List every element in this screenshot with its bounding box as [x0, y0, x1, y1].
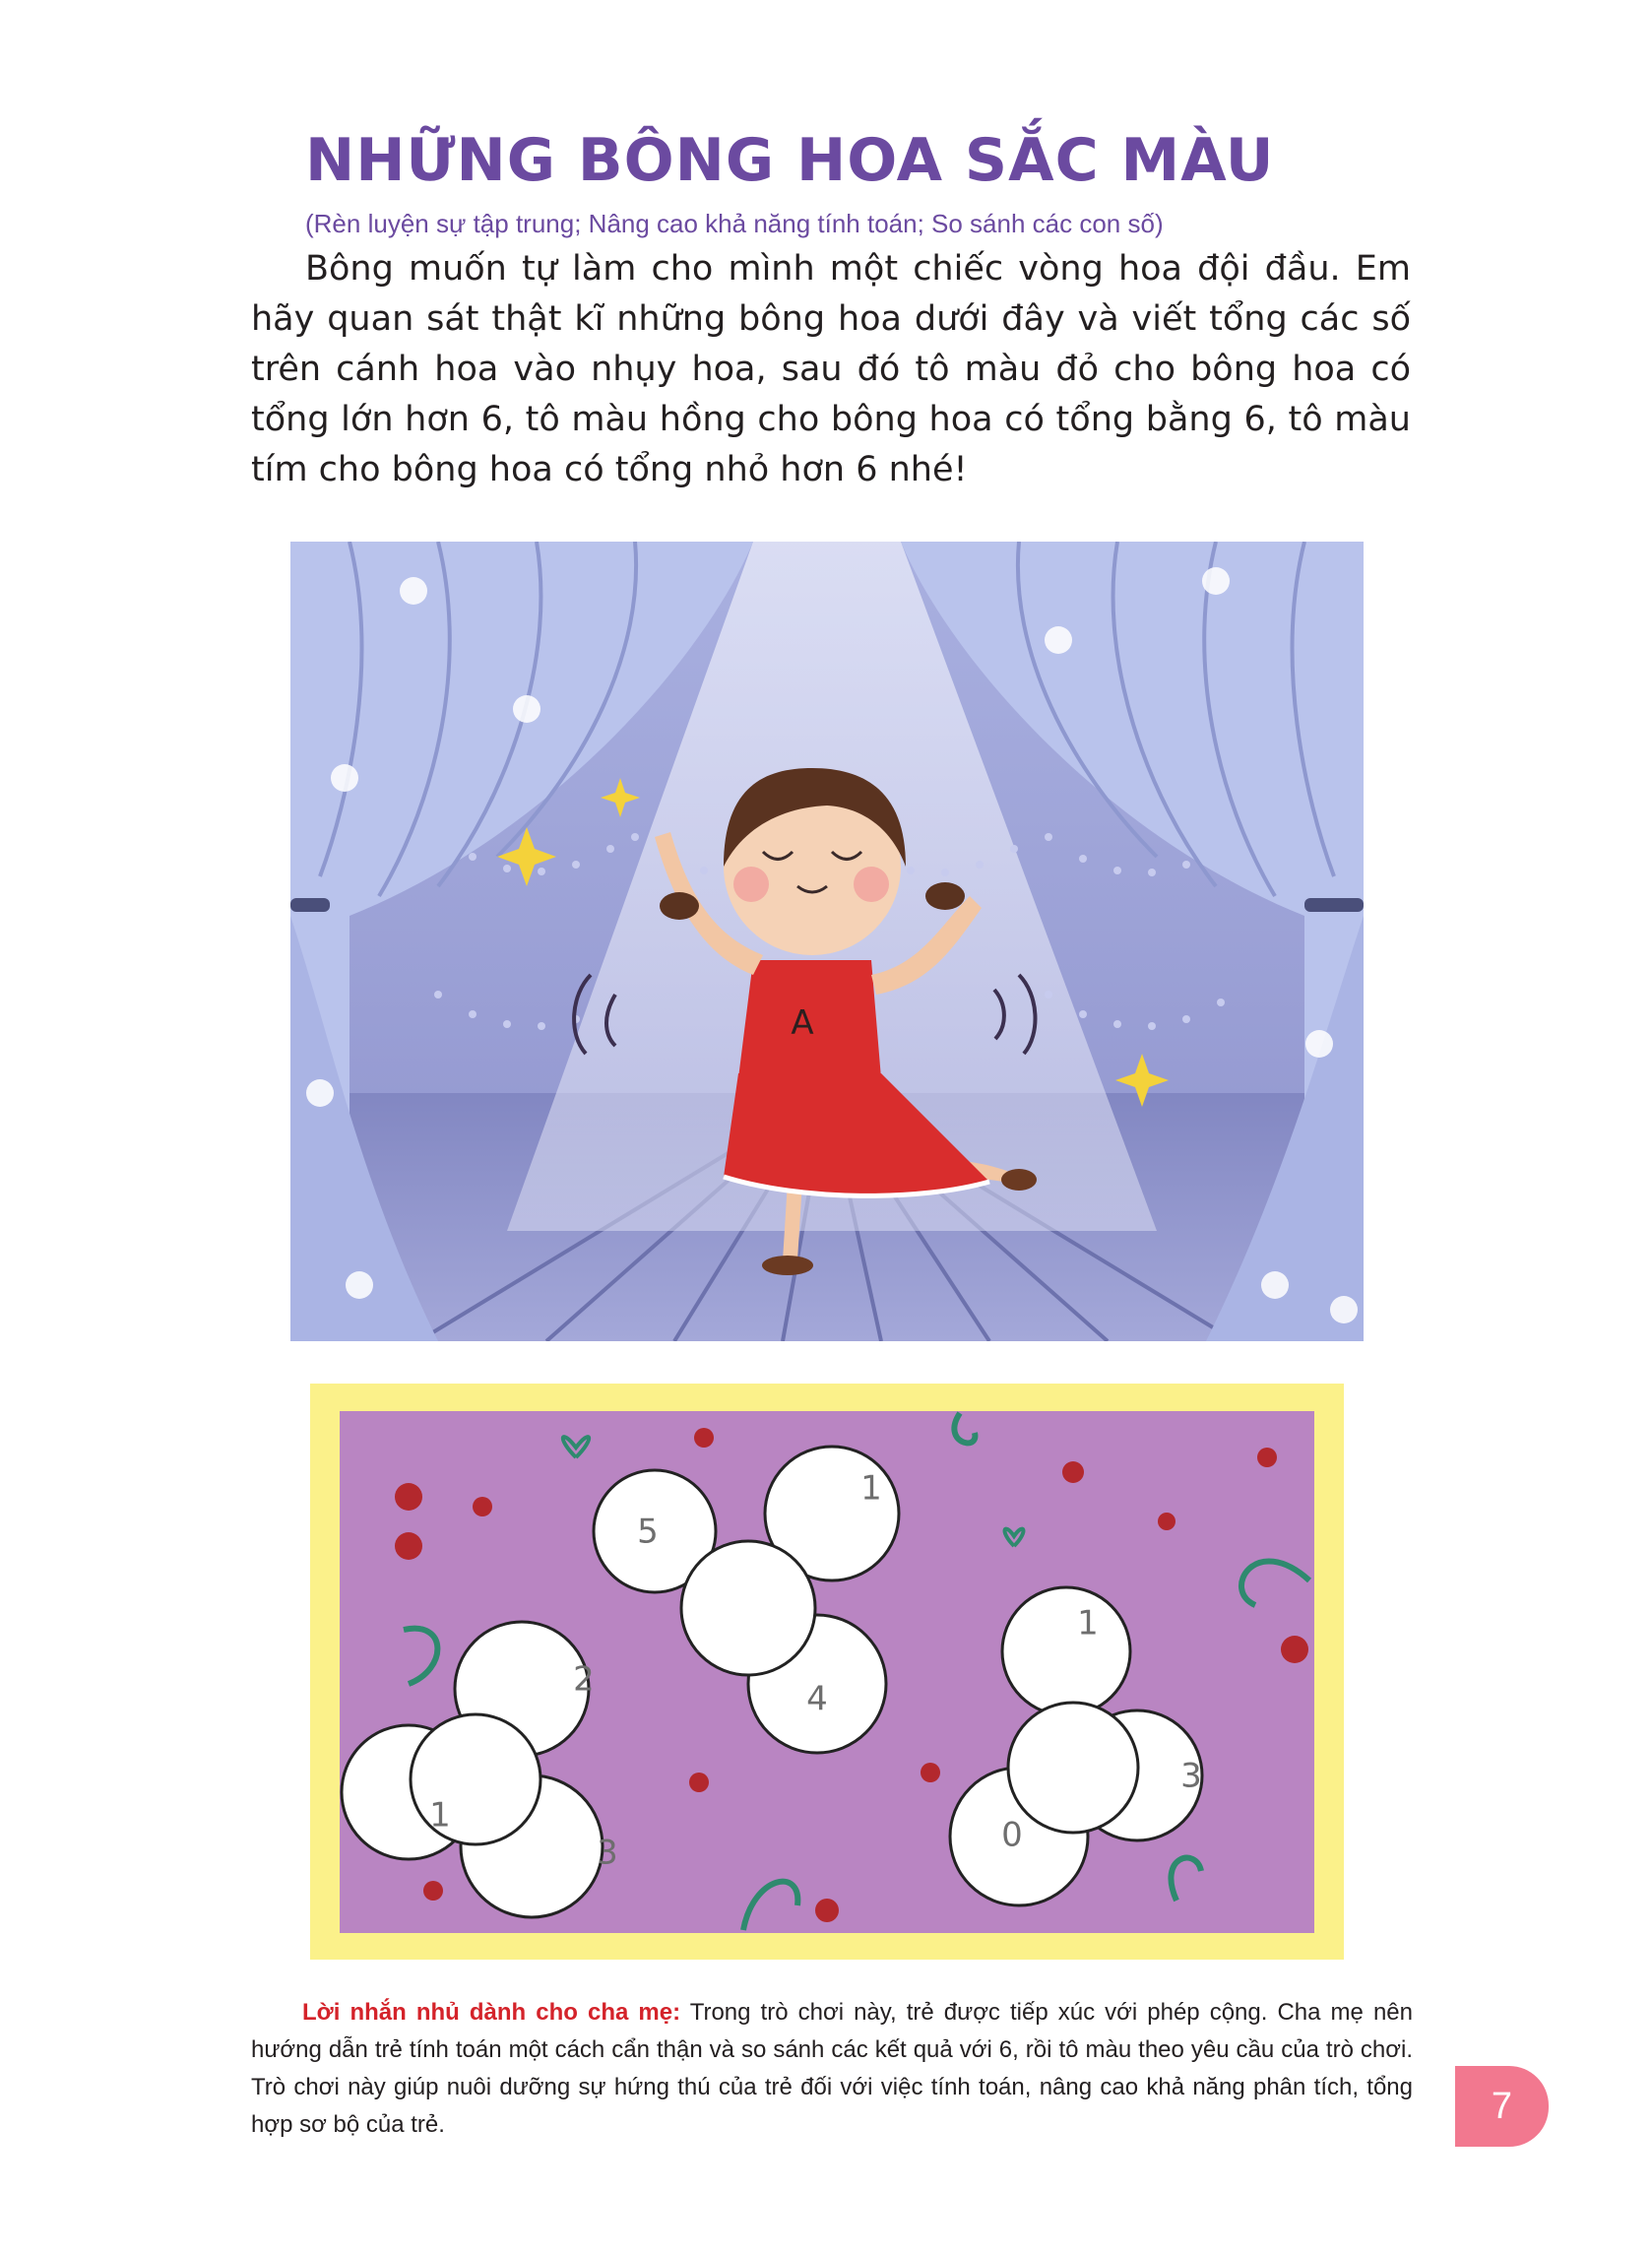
petal-number: 3: [597, 1833, 618, 1873]
petal-number: 2: [573, 1659, 595, 1700]
petal-number: 3: [1180, 1756, 1202, 1796]
flower-center: [681, 1541, 815, 1675]
petal-number: 1: [860, 1468, 882, 1509]
flower-puzzle: [310, 1384, 1344, 1960]
petal-number: 1: [429, 1795, 451, 1836]
instructions-paragraph: Bông muốn tự làm cho mình một chiếc vòng hoa đội đầu. Em hãy quan sát thật kĩ những bông hoa dưới đây và viết tổng các số trên cánh hoa vào nhụy hoa, sau đó tô màu đỏ cho bông hoa có tổng lớn hơn 6, tô màu hồng cho bông hoa có tổng bằng 6, tô màu tím cho bông hoa có tổng nhỏ hơn 6 nhé!: [251, 249, 1411, 489]
petal-number: 4: [806, 1679, 828, 1719]
parent-note-text: Trong trò chơi này, trẻ được tiếp xúc với phép cộng. Cha mẹ nên hướng dẫn trẻ tính toán một cách cẩn thận và so sánh các kết quả với 6, rồi tô màu theo yêu cầu của trò chơi. Trò chơi này giúp nuôi dưỡng sự hứng thú của trẻ đối với việc tính toán, nâng cao khả năng phân tích, tổng hợp sơ bộ của trẻ.: [251, 1999, 1413, 2138]
shirt-letter: A: [791, 1003, 814, 1043]
petal: [1002, 1587, 1130, 1715]
parent-note-label: Lời nhắn nhủ dành cho cha mẹ:: [302, 1999, 681, 2026]
petal-number: 1: [1077, 1603, 1099, 1644]
dancer-illustration: [290, 542, 1364, 1341]
petal-number: 0: [1001, 1815, 1023, 1855]
page-title: NHỮNG BÔNG HOA SẮC MÀU: [305, 126, 1275, 195]
flower-center: [1008, 1703, 1138, 1833]
page-number: 7: [1455, 2066, 1549, 2147]
parent-note: [251, 1994, 1413, 2144]
petal-number: 5: [637, 1512, 659, 1552]
page-subtitle: (Rèn luyện sự tập trung; Nâng cao khả năng tính toán; So sánh các con số): [305, 209, 1164, 238]
